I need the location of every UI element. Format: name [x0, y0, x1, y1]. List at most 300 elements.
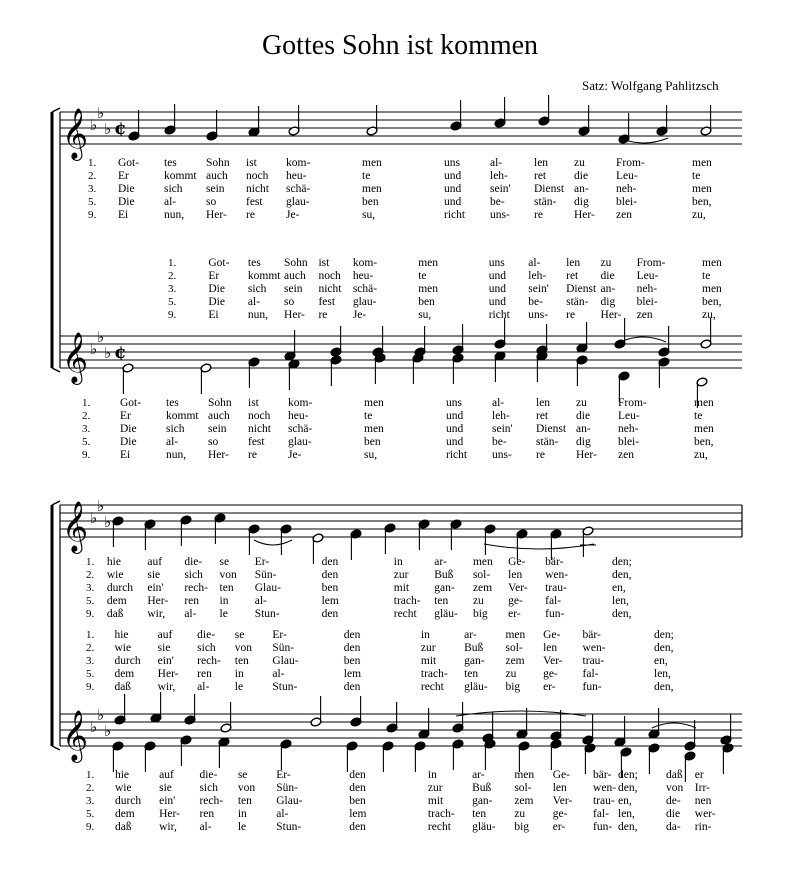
- lyric-syllable: Je-: [352, 309, 367, 321]
- lyric-syllable: len: [566, 257, 581, 269]
- verse-number: 5.: [86, 595, 95, 607]
- verse-line: [0, 654, 800, 668]
- verse-line: [0, 156, 800, 170]
- lyric-syllable: dig: [600, 296, 616, 308]
- lyric-syllable: al-: [490, 157, 503, 169]
- lyric-syllable: Sün-: [276, 782, 298, 794]
- lyric-syllable: ben,: [694, 436, 714, 448]
- verse-number: 1.: [86, 556, 95, 568]
- lyric-syllable: al-: [197, 681, 210, 693]
- lyric-syllable: kommt: [164, 170, 197, 182]
- lyric-syllable: den,: [612, 608, 632, 620]
- verse-number: 2.: [168, 270, 177, 282]
- lyric-syllable: ar-: [464, 629, 477, 641]
- verse-line: [0, 794, 800, 808]
- treble-clef-icon: 𝄞: [62, 501, 89, 552]
- lyric-syllable: ten: [234, 655, 249, 667]
- lyric-syllable: zu: [600, 257, 612, 269]
- lyric-syllable: von: [237, 782, 256, 794]
- lyric-syllable: den: [321, 556, 339, 568]
- verse-line: [0, 607, 800, 621]
- lyric-syllable: ar-: [472, 769, 485, 781]
- lyric-syllable: die: [666, 808, 681, 820]
- system-1-staves: [52, 95, 742, 408]
- lyric-syllable: le: [219, 608, 228, 620]
- lyric-syllable: zem: [472, 582, 493, 594]
- lyric-syllable: auf: [157, 629, 173, 641]
- lyric-syllable: den: [349, 782, 366, 794]
- lyric-syllable: Stun-: [276, 821, 302, 833]
- verse-number: 1.: [168, 257, 177, 269]
- lyric-syllable: in: [427, 769, 437, 781]
- lyric-syllable: ein': [159, 795, 176, 807]
- lyric-syllable: Dienst: [534, 183, 565, 195]
- lyric-syllable: te: [702, 270, 711, 282]
- lyric-syllable: men: [472, 556, 493, 568]
- lyric-syllable: len: [534, 157, 549, 169]
- lyric-syllable: trau-: [593, 795, 615, 807]
- lyric-syllable: sol-: [505, 642, 523, 654]
- lyric-syllable: Irr-: [694, 782, 710, 794]
- lyric-syllable: fun-: [593, 821, 613, 833]
- lyric-syllable: fun-: [545, 608, 565, 620]
- lyric-syllable: Die: [120, 423, 137, 435]
- lyric-syllable: trach-: [393, 595, 421, 607]
- lyric-syllable: zur: [393, 569, 409, 581]
- lyric-syllable: se: [234, 629, 245, 641]
- lyric-syllable: zu: [505, 668, 517, 680]
- lyric-syllable: kom-: [286, 157, 311, 169]
- lyric-syllable: von: [219, 569, 237, 581]
- lyric-syllable: nicht: [248, 423, 271, 435]
- lyric-syllable: gan-: [464, 655, 485, 667]
- lyric-syllable: und: [488, 296, 506, 308]
- lyric-syllable: se: [237, 769, 248, 781]
- lyric-syllable: trach-: [427, 808, 455, 820]
- lyric-syllable: wir,: [159, 821, 177, 833]
- lyric-syllable: From-: [616, 157, 645, 169]
- lyric-syllable: Dienst: [566, 283, 597, 295]
- lyric-syllable: leh-: [528, 270, 547, 282]
- verse-line: [0, 820, 800, 834]
- verse-line: [0, 169, 800, 183]
- flat-icon: ♭: [90, 509, 98, 527]
- verse-number: 5.: [82, 436, 91, 448]
- lyric-syllable: ren: [184, 595, 199, 607]
- lyric-syllable: sich: [247, 283, 267, 295]
- lyric-syllable: stän-: [534, 196, 557, 208]
- verse-line: [0, 308, 800, 322]
- lyric-syllable: Her-: [147, 595, 169, 607]
- lyric-syllable: zur: [427, 782, 443, 794]
- lyric-syllable: de-: [666, 795, 681, 807]
- lyric-syllable: le: [234, 681, 244, 693]
- lyric-syllable: zu: [514, 808, 526, 820]
- lyric-syllable: den: [349, 769, 366, 781]
- lyric-syllable: sie: [157, 642, 171, 654]
- lyric-syllable: re: [536, 449, 545, 461]
- lyric-syllable: die: [574, 170, 589, 182]
- lyric-syllable: Glau-: [276, 795, 303, 807]
- lyric-syllable: ge-: [543, 668, 558, 680]
- verse-line: [0, 768, 800, 782]
- verse-line: [0, 256, 800, 270]
- lyric-syllable: an-: [576, 423, 591, 435]
- lyric-syllable: Her-: [206, 209, 227, 221]
- verse-number: 1.: [86, 629, 95, 641]
- lyric-syllable: er-: [508, 608, 521, 620]
- lyric-syllable: tes: [164, 157, 177, 169]
- verse-line: [0, 435, 800, 449]
- lyric-syllable: men: [692, 157, 712, 169]
- lyric-syllable: nun,: [164, 209, 185, 221]
- lyric-syllable: und: [444, 183, 462, 195]
- lyric-syllable: glau-: [288, 436, 312, 448]
- lyric-syllable: sie: [147, 569, 161, 581]
- lyric-syllable: heu-: [352, 270, 374, 282]
- lyric-syllable: in: [393, 556, 403, 568]
- lyric-syllable: Her-: [157, 668, 179, 680]
- flat-icon: ♭: [97, 104, 105, 122]
- verse-number: 9.: [86, 821, 95, 833]
- lyric-syllable: kommt: [247, 270, 281, 282]
- lyric-syllable: Er: [118, 170, 129, 182]
- lyric-syllable: dem: [114, 668, 135, 680]
- lyric-syllable: auch: [284, 270, 306, 282]
- lyric-syllable: glau-: [286, 196, 310, 208]
- lyric-syllable: den: [343, 681, 361, 693]
- lyric-syllable: re: [246, 209, 255, 221]
- lyric-syllable: big: [514, 821, 530, 833]
- lyric-syllable: sich: [197, 642, 216, 654]
- bracket-hook: [52, 108, 60, 112]
- lyric-syllable: durch: [114, 655, 141, 667]
- lyric-syllable: ben,: [702, 296, 722, 308]
- lyric-syllable: ben,: [692, 196, 712, 208]
- lyric-syllable: nen: [694, 795, 712, 807]
- lyric-syllable: ret: [566, 270, 579, 282]
- lyric-syllable: sein: [206, 183, 225, 195]
- lyric-syllable: den,: [618, 782, 638, 794]
- lyric-syllable: ret: [534, 170, 547, 182]
- lyric-syllable: schä-: [286, 183, 311, 195]
- lyric-syllable: Sohn: [284, 257, 308, 269]
- lyric-syllable: zen: [616, 209, 632, 221]
- lyric-syllable: zen: [636, 309, 653, 321]
- lyric-syllable: leh-: [490, 170, 508, 182]
- lyric-syllable: bär-: [593, 769, 612, 781]
- lyric-syllable: fest: [318, 296, 336, 308]
- lyric-syllable: lem: [349, 808, 367, 820]
- lyric-syllable: stän-: [566, 296, 589, 308]
- lyric-syllable: Glau-: [254, 582, 281, 594]
- cut-time-icon: ¢: [114, 118, 127, 139]
- lyric-syllable: die-: [199, 769, 218, 781]
- verse-number: 2.: [86, 782, 95, 794]
- lyric-syllable: Ver-: [508, 582, 528, 594]
- lyric-syllable: Die: [118, 183, 135, 195]
- verse-line: [0, 680, 800, 694]
- lyric-syllable: len: [552, 782, 567, 794]
- verse-line: [0, 396, 800, 410]
- lyric-syllable: sein': [490, 183, 511, 195]
- lyric-syllable: gan-: [434, 582, 455, 594]
- lyric-syllable: Sohn: [206, 157, 230, 169]
- lyric-syllable: zu,: [694, 449, 708, 461]
- lyric-syllable: Her-: [574, 209, 595, 221]
- lyric-syllable: da-: [666, 821, 681, 833]
- flat-icon: ♭: [97, 497, 105, 515]
- lyric-syllable: men: [692, 183, 712, 195]
- lyric-syllable: sein: [284, 283, 303, 295]
- lyric-syllable: Die: [208, 296, 225, 308]
- verse-number: 1.: [82, 397, 91, 409]
- lyric-syllable: Leu-: [636, 270, 659, 282]
- lyric-syllable: recht: [393, 608, 417, 620]
- verse-number: 9.: [168, 309, 177, 321]
- lyric-syllable: und: [488, 283, 506, 295]
- lyric-syllable: so: [208, 436, 219, 448]
- lyric-syllable: nun,: [166, 449, 187, 461]
- lyric-syllable: gan-: [472, 795, 493, 807]
- lyric-syllable: al-: [254, 595, 267, 607]
- lyric-syllable: in: [237, 808, 247, 820]
- lyric-syllable: su,: [418, 309, 432, 321]
- lyric-syllable: ren: [197, 668, 212, 680]
- lyric-syllable: al-: [164, 196, 177, 208]
- lyric-syllable: zu,: [702, 309, 716, 321]
- lyric-syllable: tes: [166, 397, 179, 409]
- lyric-syllable: kom-: [352, 257, 378, 269]
- lyric-syllable: zu,: [692, 209, 706, 221]
- lyric-syllable: ren: [199, 808, 215, 820]
- lyric-syllable: recht: [420, 681, 444, 693]
- lyric-syllable: re: [534, 209, 543, 221]
- lyric-syllable: From-: [618, 397, 647, 409]
- lyric-syllable: nun,: [247, 309, 269, 321]
- lyric-syllable: sein': [492, 423, 513, 435]
- lyric-syllable: und: [446, 410, 464, 422]
- lyric-syllable: su,: [364, 449, 378, 461]
- lyric-syllable: Ver-: [552, 795, 573, 807]
- verse-line: [0, 807, 800, 821]
- treble-clef-icon: 𝄞: [62, 108, 89, 159]
- lyric-syllable: len: [543, 642, 558, 654]
- lyric-syllable: en,: [612, 582, 626, 594]
- lyric-syllable: Ei: [208, 309, 219, 321]
- lyric-syllable: len: [536, 397, 551, 409]
- lyric-syllable: men: [362, 157, 382, 169]
- lyric-syllable: Je-: [288, 449, 302, 461]
- lyric-syllable: Er-: [254, 556, 270, 568]
- verse-number: 5.: [86, 668, 95, 680]
- verse-number: 5.: [168, 296, 177, 308]
- lyric-syllable: hie: [106, 556, 121, 568]
- lyric-syllable: trau-: [582, 655, 605, 667]
- lyric-syllable: Sün-: [254, 569, 277, 581]
- lyric-syllable: te: [692, 170, 701, 182]
- lyric-syllable: den;: [618, 769, 638, 781]
- verse-number: 2.: [86, 642, 95, 654]
- lyric-syllable: ist: [318, 257, 330, 269]
- lyric-syllable: die: [600, 270, 615, 282]
- lyric-syllable: al-: [272, 668, 285, 680]
- bracket-hook: [52, 746, 60, 750]
- lyric-syllable: al-: [528, 257, 541, 269]
- verse-line: [0, 208, 800, 222]
- lyric-syllable: Ge-: [552, 769, 570, 781]
- flat-icon: ♭: [97, 328, 105, 346]
- lyric-syllable: Er: [208, 270, 220, 282]
- lyric-syllable: noch: [318, 270, 341, 282]
- lyric-syllable: zu: [472, 595, 484, 607]
- lyric-syllable: al-: [184, 608, 197, 620]
- lyric-syllable: rin-: [694, 821, 712, 833]
- lyric-syllable: blei-: [636, 296, 658, 308]
- lyric-syllable: schä-: [288, 423, 313, 435]
- lyric-syllable: men: [514, 769, 535, 781]
- lyric-syllable: wen-: [545, 569, 569, 581]
- lyric-syllable: Her-: [600, 309, 622, 321]
- lyric-syllable: Stun-: [254, 608, 280, 620]
- lyric-syllable: Got-: [118, 157, 140, 169]
- lyric-syllable: Sohn: [208, 397, 232, 409]
- lyric-syllable: rech-: [197, 655, 221, 667]
- lyric-syllable: nicht: [318, 283, 342, 295]
- lyric-syllable: Stun-: [272, 681, 298, 693]
- lyric-syllable: kom-: [288, 397, 313, 409]
- lyric-syllable: big: [472, 608, 488, 620]
- lyric-syllable: al-: [276, 808, 289, 820]
- lyric-syllable: ge-: [552, 808, 568, 820]
- lyric-syllable: te: [362, 170, 371, 182]
- lyric-syllable: fest: [246, 196, 263, 208]
- lyric-syllable: From-: [636, 257, 666, 269]
- verse-line: [0, 641, 800, 655]
- lyric-syllable: ten: [472, 808, 487, 820]
- verse-line: [0, 269, 800, 283]
- lyric-syllable: men: [364, 423, 384, 435]
- lyric-syllable: ist: [248, 397, 259, 409]
- lyric-syllable: hie: [114, 769, 130, 781]
- lyric-syllable: uns-: [492, 449, 512, 461]
- lyric-syllable: neh-: [636, 283, 658, 295]
- verse-line: [0, 282, 800, 296]
- lyric-syllable: ben: [321, 582, 339, 594]
- lyric-syllable: be-: [528, 296, 543, 308]
- flat-icon: ♭: [104, 722, 112, 740]
- lyric-syllable: heu-: [288, 410, 309, 422]
- flat-icon: ♭: [90, 718, 98, 736]
- lyric-syllable: Her-: [576, 449, 597, 461]
- lyric-syllable: sein: [208, 423, 227, 435]
- verse-line: [0, 295, 800, 309]
- verse-line: [0, 581, 800, 595]
- verse-line: [0, 448, 800, 462]
- flat-icon: ♭: [97, 706, 105, 724]
- lyric-syllable: Her-: [208, 449, 229, 461]
- lyric-syllable: auf: [147, 556, 163, 568]
- lyric-syllable: die-: [197, 629, 216, 641]
- lyric-syllable: glau-: [352, 296, 377, 308]
- lyric-syllable: fun-: [582, 681, 602, 693]
- flat-icon: ♭: [104, 513, 112, 531]
- verse-number: 5.: [86, 808, 95, 820]
- verse-line: [0, 195, 800, 209]
- verse-number: 1.: [86, 769, 95, 781]
- lyric-syllable: zur: [420, 642, 436, 654]
- lyric-syllable: Ei: [118, 209, 129, 221]
- lyric-syllable: fal-: [593, 808, 609, 820]
- lyric-syllable: tes: [247, 257, 261, 269]
- lyric-syllable: be-: [492, 436, 507, 448]
- arranger-credit: Satz: Wolfgang Pahlitzsch: [582, 78, 719, 93]
- lyric-syllable: hie: [114, 629, 129, 641]
- lyric-syllable: Leu-: [618, 410, 640, 422]
- lyric-syllable: dem: [114, 808, 135, 820]
- lyric-syllable: men: [364, 397, 384, 409]
- lyric-syllable: men: [702, 257, 722, 269]
- lyric-syllable: men: [702, 283, 722, 295]
- lyric-syllable: ten: [464, 668, 479, 680]
- lyric-syllable: dig: [576, 436, 591, 448]
- lyric-syllable: in: [420, 629, 430, 641]
- lyric-syllable: ein': [147, 582, 164, 594]
- lyric-syllable: Ei: [120, 449, 131, 461]
- lyric-syllable: blei-: [616, 196, 638, 208]
- lyric-syllable: lem: [343, 668, 362, 680]
- lyric-syllable: big: [505, 681, 521, 693]
- lyric-syllable: ben: [418, 296, 435, 308]
- flat-icon: ♭: [104, 344, 112, 362]
- verse-number: 2.: [82, 410, 91, 422]
- lyric-syllable: dig: [574, 196, 589, 208]
- lyric-syllable: Die: [120, 436, 137, 448]
- cut-time-icon: ¢: [114, 342, 127, 363]
- lyric-syllable: den: [343, 629, 361, 641]
- lyric-syllable: er-: [552, 821, 566, 833]
- lyric-syllable: den: [349, 821, 366, 833]
- lyric-syllable: neh-: [618, 423, 639, 435]
- lyric-syllable: al-: [199, 821, 212, 833]
- lyric-syllable: Buß: [472, 782, 492, 794]
- lyric-syllable: durch: [114, 795, 142, 807]
- lyric-syllable: zen: [618, 449, 634, 461]
- verse-number: 1.: [88, 157, 97, 169]
- lyric-syllable: sein': [528, 283, 549, 295]
- lyric-syllable: wie: [114, 782, 132, 794]
- lyric-syllable: ge-: [508, 595, 523, 607]
- lyric-syllable: sich: [199, 782, 218, 794]
- lyric-syllable: auf: [159, 769, 174, 781]
- lyric-syllable: fest: [248, 436, 265, 448]
- verse-number: 9.: [86, 608, 95, 620]
- lyric-syllable: Buß: [464, 642, 484, 654]
- lyric-syllable: gläu-: [434, 608, 458, 620]
- lyric-syllable: noch: [248, 410, 271, 422]
- verse-line: [0, 781, 800, 795]
- lyric-syllable: richt: [488, 309, 510, 321]
- lyric-syllable: so: [206, 196, 217, 208]
- lyric-syllable: auch: [208, 410, 230, 422]
- lyric-syllable: uns-: [528, 309, 549, 321]
- lyric-syllable: ten: [237, 795, 252, 807]
- verse-line: [0, 667, 800, 681]
- lyric-syllable: su,: [362, 209, 376, 221]
- verse-number: 3.: [86, 655, 95, 667]
- lyric-syllable: den;: [654, 629, 674, 641]
- lyric-syllable: Er-: [272, 629, 287, 641]
